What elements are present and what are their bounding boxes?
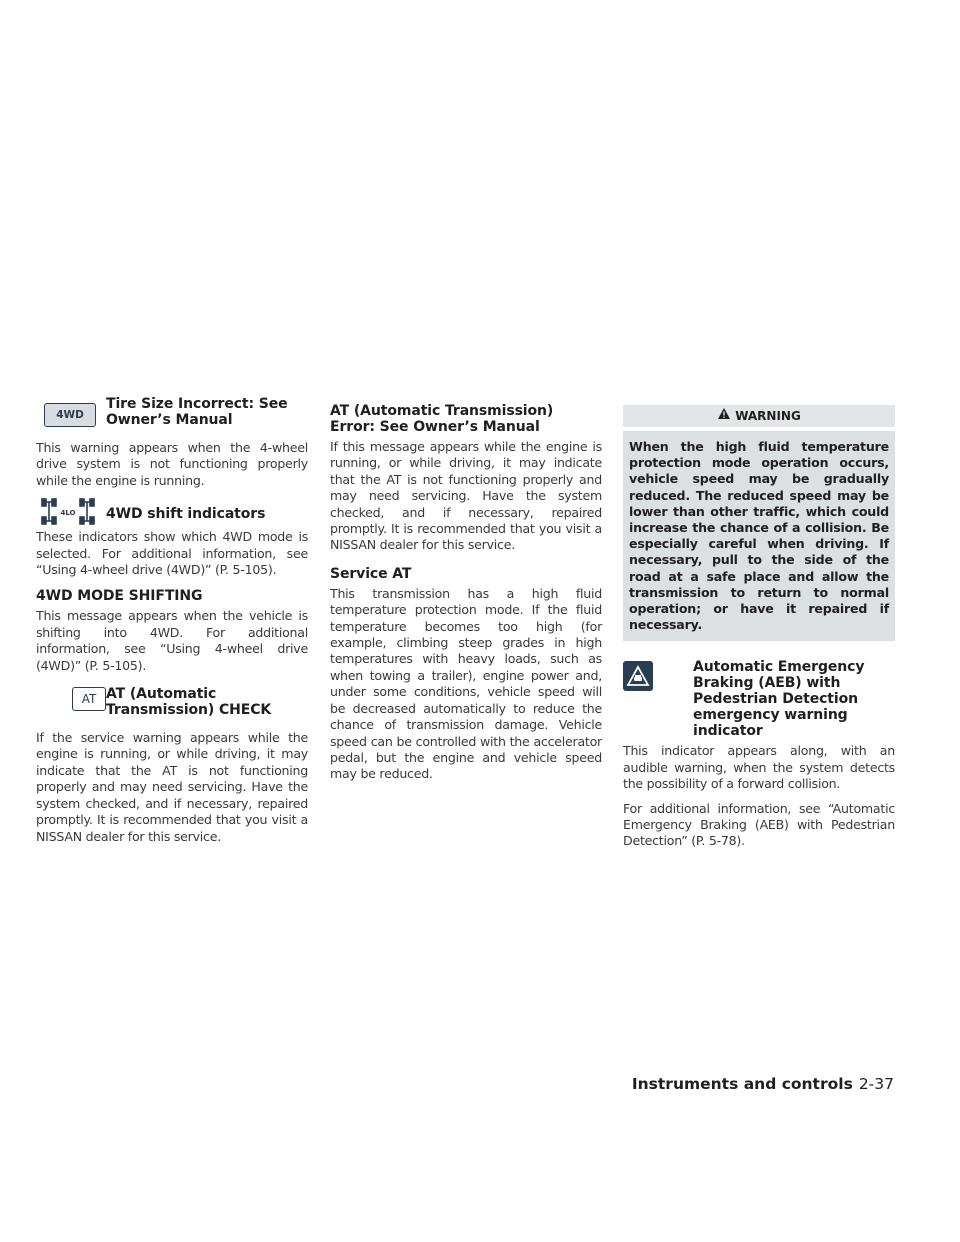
service-at-title: Service AT [330,565,412,582]
aeb-body-1: This indicator appears along, with an audible warning, when the system detects the possibility of a forward collision. [623,743,895,792]
aeb-title: Automatic Emergency Braking (AEB) with Pedestrian Detection emergency warning indicator [693,659,865,740]
at-indicator-icon: AT [36,686,106,711]
at-check-body: If the service warning appears while the engine is running, or while driving, it may indicate that the AT is not functioning properly and may need servicing. Have the system checked, and if necessary, repaired promptly. It is recommended that you visit a NISSAN dealer for this service. [36,730,308,844]
aeb-body-2: For additional information, see “Automatic Emergency Braking (AEB) with Pedestrian Detection” (P. 5-78). [623,800,895,849]
shift-indicators-heading [36,497,308,525]
warning-box [623,405,895,641]
column-2 [330,396,602,791]
warning-header [623,405,895,431]
4wd-shift-indicator-icon [36,497,100,531]
warning-title: WARNING [735,409,801,423]
mode-shifting-body: This message appears when the vehicle is shifting into 4WD. For additional information, see “Using 4-wheel drive (4WD)” (P. 5-105). [36,608,308,673]
warning-triangle-icon [717,405,731,427]
at-error-body: If this message appears while the engine is running, or while driving, it may indicate that the AT is not functioning properly and may need servicing. Have the system checked, and if necessary, repaired promptly. It is recommended that you visit a NISSAN dealer for this service. [330,439,602,553]
page-number: 2-37 [858,1075,894,1093]
at-error-title: AT (Automatic Transmission) Error: See Owner’s Manual [330,403,554,435]
column-3 [623,405,895,858]
section-name: Instruments and controls [631,1075,853,1093]
shift-indicators-title: 4WD shift indicators [106,506,266,523]
aeb-indicator-icon [623,659,653,691]
4wd-indicator-icon: 4WD [36,396,96,427]
service-at-body: This transmission has a high fluid temperature protection mode. If the fluid temperature becomes too high (for example, climbing steep grades in high temperatures with heavy loads, such as when towing a trailer), engine power and, under some conditions, vehicle speed will be decreased automatically to reduce the chance of transmission damage. Vehicle speed can be controlled with the accelerator pedal, but the engine and vehicle speed may be reduced. [330,585,602,782]
aeb-heading [623,659,895,739]
tire-size-body: This warning appears when the 4-wheel drive system is not functioning properly while the engine is running. [36,440,308,488]
page-footer [632,1075,894,1093]
svg-text:4LO: 4LO [60,509,76,518]
at-check-title: AT (Automatic Transmission) CHECK [106,686,272,719]
tire-size-title: Tire Size Incorrect: See Owner’s Manual [106,396,288,428]
tire-size-heading [36,396,308,436]
column-1 [36,396,308,853]
at-check-heading [36,686,308,726]
warning-text: When the high fluid temperature protection mode operation occurs, vehicle speed may be gradually reduced. The reduced speed may be lower than other traffic, which could increase the chance of a collision. Be especially careful when driving. If necessary, pull to the side of the road at a safe place and allow the transmission to return to normal operation; or have it repaired if necessary. [629,439,889,633]
mode-shifting-title: 4WD MODE SHIFTING [36,588,203,605]
shift-indicators-body: These indicators show which 4WD mode is selected. For additional information, see “Using 4-wheel drive (4WD)” (P. 5-105). [36,529,308,578]
